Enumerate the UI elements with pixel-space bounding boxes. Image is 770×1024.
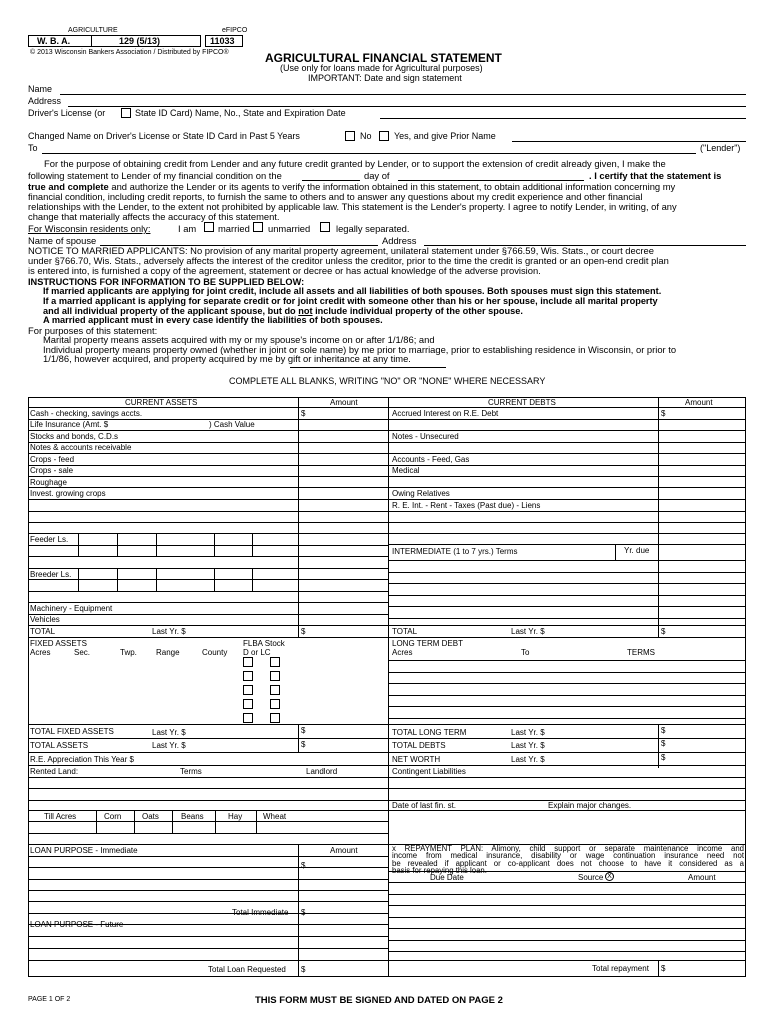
ltd-to-col: To (521, 648, 530, 657)
d-or-lc-col: D or LC (243, 648, 271, 657)
dl-field[interactable] (380, 118, 746, 119)
unmarried-label: unmarried (268, 223, 311, 234)
lc-checkbox-3[interactable] (270, 685, 280, 695)
marital-property: Marital property means assets acquired with my or my spouse's income on or after 1/1/86; and (43, 334, 435, 345)
net-worth-last-yr: Last Yr. $ (511, 755, 545, 764)
individual-property-1: Individual property means property owned (whether in joint or sole name) by me prior to marriage, prior to establishing residence in Wisconsin, or prior to (43, 344, 677, 355)
medical-label: Medical (392, 466, 420, 475)
total-assets-label: TOTAL ASSETS (30, 741, 89, 750)
roughage-label: Roughage (30, 478, 67, 487)
lc-checkbox-2[interactable] (270, 671, 280, 681)
total-immediate-label: Total Immediate (232, 908, 289, 917)
accrued-interest-label: Accrued Interest on R.E. Debt (392, 409, 499, 418)
explain-changes-label: Explain major changes. (548, 801, 632, 810)
ltd-acres-col: Acres (392, 648, 413, 657)
total-debts-last-yr: Last Yr. $ (511, 741, 545, 750)
fixed-assets-label: FIXED ASSETS (30, 639, 87, 648)
debts-amount-header: Amount (685, 398, 713, 407)
signature-separator (290, 367, 446, 368)
flba-label: FLBA Stock (243, 639, 285, 648)
loan-amount-label: Amount (330, 846, 358, 855)
notes-unsecured-label: Notes - Unsecured (392, 432, 459, 441)
machinery-label: Machinery - Equipment (30, 604, 113, 613)
separated-label: legally separated. (336, 223, 410, 234)
cash-label: Cash - checking, savings accts. (30, 409, 143, 418)
page-title: AGRICULTURAL FINANCIAL STATEMENT (265, 51, 502, 65)
notice-line3: is entered into, is furnished a copy of the agreement, statement or decree or has actual knowledge of the adverse provision. (28, 265, 541, 276)
repayment-amount-label: Amount (688, 873, 716, 882)
intro-line2b: day of (364, 170, 390, 181)
state-id-checkbox[interactable] (121, 108, 131, 118)
lc-checkbox-1[interactable] (270, 657, 280, 667)
corn-label: Corn (104, 812, 122, 821)
name-label: Name (28, 84, 53, 94)
instructions-line1: If married applicants are applying for joint credit, include all assets and all liabilities of both spouses. Both spouses must sign this statement. (43, 286, 662, 296)
notice-line1: NOTICE TO MARRIED APPLICANTS: No provision of any marital property agreement, unilateral statement under §766.59, Wis. Stats., or court decree (28, 245, 654, 256)
intro-line2c: . I certify that the statement is (589, 170, 722, 181)
wheat-label: Wheat (263, 812, 287, 821)
contingent-label: Contingent Liabilities (392, 767, 466, 776)
lender-field[interactable] (42, 153, 696, 154)
vehicles-label: Vehicles (30, 615, 60, 624)
spouse-address-label: Address (382, 235, 417, 246)
repayment-line3: be revealed if applicant or co-applicant does not choose to have it considered as a (392, 858, 744, 868)
changed-yes-checkbox[interactable] (379, 131, 389, 141)
d-checkbox-1[interactable] (243, 657, 253, 667)
efipco-label: eFIPCO (222, 27, 248, 34)
total-debts-dollar: $ (661, 739, 666, 748)
twp-col: Twp. (120, 648, 137, 657)
dl-label-b: State ID Card) Name, No., State and Expiration Date (135, 108, 346, 118)
individual-property-2: 1/1/86, however acquired, and property acquired by me by gift or inheritance at any time. (43, 353, 411, 364)
debts-last-yr: Last Yr. $ (511, 627, 545, 636)
repayment-line1: x REPAYMENT PLAN: Alimony, child support or separate maintenance income and (392, 844, 744, 853)
intro-line1: For the purpose of obtaining credit from Lender and any future credit granted by Lender, or to support the extension of credit already given, I make the (44, 158, 666, 169)
sign-notice: THIS FORM MUST BE SIGNED AND DATED ON PAGE 2 (255, 995, 503, 1006)
address-label: Address (28, 96, 62, 106)
landlord-label: Landlord (306, 767, 338, 776)
intro-line3b: and authorize the Lender or its agents to verify the information obtained in this statement, to obtain additional information concerning my (111, 181, 676, 192)
acres-col: Acres (30, 648, 51, 657)
debts-total-label: TOTAL (392, 627, 418, 636)
current-assets-header: CURRENT ASSETS (125, 398, 198, 407)
total-assets-dollar: $ (301, 740, 306, 749)
total-debts-label: TOTAL DEBTS (392, 741, 446, 750)
net-worth-label: NET WORTH (392, 755, 441, 764)
rented-terms-label: Terms (180, 767, 202, 776)
beans-label: Beans (181, 812, 204, 821)
agriculture-label: AGRICULTURE (68, 27, 118, 34)
assets-total-label: TOTAL (30, 627, 56, 636)
lc-checkbox-4[interactable] (270, 699, 280, 709)
form-code-box (205, 35, 243, 47)
repayment-plan (392, 845, 744, 875)
instructions-line4: A married applicant must in every case identify the liabilities of both spouses. (43, 315, 383, 325)
life-insurance-label: Life Insurance (Amt. $ (30, 420, 109, 429)
intro-line5: relationships with the Lender, to the extent not prohibited by applicable law. This statement is the Lender's property. I agree to notify Lender, in writing, of any (28, 201, 677, 212)
long-term-dollar: $ (661, 726, 666, 735)
total-long-term-label: TOTAL LONG TERM (392, 728, 467, 737)
source-label: Source (578, 873, 604, 882)
notice-line2: under §766.70, Wis. Stats., adversely affects the interest of the creditor unless the creditor, prior to the time the credit is granted or an open-end credit plan (28, 255, 669, 266)
long-term-last-yr: Last Yr. $ (511, 728, 545, 737)
breeder-label: Breeder Ls. (30, 570, 72, 579)
d-checkbox-5[interactable] (243, 713, 253, 723)
complete-all-blanks: COMPLETE ALL BLANKS, WRITING "NO" OR "NONE" WHERE NECESSARY (229, 376, 546, 386)
total-fixed-label: TOTAL FIXED ASSETS (30, 727, 114, 736)
source-x-mark: X (605, 872, 614, 881)
intermediate-label: INTERMEDIATE (1 to 7 yrs.) Terms (392, 547, 518, 556)
repayment-line4: basis for repaying this loan. (392, 866, 487, 876)
changed-name-label: Changed Name on Driver's License or State ID Card in Past 5 Years (28, 131, 300, 141)
instructions-title: INSTRUCTIONS FOR INFORMATION TO BE SUPPLIED BELOW: (28, 277, 305, 287)
wba-box (28, 35, 92, 47)
county-col: County (202, 648, 228, 657)
yr-due-label: Yr. due (624, 546, 650, 555)
notes-receivable-label: Notes & accounts receivable (30, 443, 132, 452)
separated-checkbox[interactable] (320, 222, 330, 232)
copyright: © 2013 Wisconsin Bankers Association / Distributed by FIPCO® (30, 49, 229, 56)
d-checkbox-4[interactable] (243, 699, 253, 709)
changed-no-checkbox[interactable] (345, 131, 355, 141)
i-am-label: I am (178, 223, 197, 234)
intro-line2a: following statement to Lender of my financial condition on the (28, 170, 282, 181)
instructions-line3b: include individual property of the other spouse. (315, 306, 523, 316)
re-int-label: R. E. Int. - Rent - Taxes (Past due) - Liens (392, 501, 541, 510)
wisconsin-label: For Wisconsin residents only: (28, 223, 151, 234)
purposes-label: For purposes of this statement: (28, 325, 158, 336)
oats-label: Oats (142, 812, 159, 821)
instructions-not: not (298, 306, 313, 316)
intro-line6: change that materially affects the accuracy of this statement. (28, 211, 280, 222)
cash-value-label: ) Cash Value (209, 420, 255, 429)
changed-no-label: No (360, 131, 372, 141)
total-assets-last-yr: Last Yr. $ (152, 741, 186, 750)
sec-col: Sec. (74, 648, 91, 657)
loan-purpose-future-label: LOAN PURPOSE - Future (30, 920, 124, 929)
dl-label-a: Driver's License (or (28, 108, 106, 118)
lender-label: ("Lender") (700, 143, 741, 153)
repayment-line2: income from medical insurance, disability or wage continuation insurance need not (392, 851, 744, 861)
to-label: To (28, 143, 38, 153)
d-checkbox-2[interactable] (243, 671, 253, 681)
hay-label: Hay (228, 812, 243, 821)
assets-last-yr: Last Yr. $ (152, 627, 186, 636)
invest-crops-label: Invest. growing crops (30, 489, 106, 498)
debts-total-dollar: $ (661, 627, 666, 636)
form-code: 11033 (210, 36, 235, 46)
spouse-label: Name of spouse (28, 235, 97, 246)
assets-amount-header: Amount (330, 398, 358, 407)
loan-dollar: $ (301, 861, 306, 870)
intro-line4: financial condition, including credit reports, to furnish the same to others and to answer any questions about my credit experience and other financial (28, 191, 643, 202)
crops-feed-label: Crops - feed (30, 455, 75, 464)
ltd-terms-col: TERMS (627, 648, 655, 657)
page-subtitle: (Use only for loans made for Agricultural purposes) (280, 63, 483, 73)
rented-land-label: Rented Land: (30, 767, 79, 776)
total-repayment-label: Total repayment (592, 964, 649, 973)
instructions-line3a: and all individual property of the applicant spouse, but do (43, 306, 296, 316)
loan-purpose-immediate-label: LOAN PURPOSE - Immediate (30, 846, 138, 855)
accrued-dollar: $ (661, 409, 666, 418)
range-col: Range (156, 648, 180, 657)
wba-label: W. B. A. (37, 36, 71, 46)
name-field[interactable] (60, 94, 746, 95)
important-note: IMPORTANT: Date and sign statement (308, 73, 462, 83)
fixed-dollar: $ (301, 726, 306, 735)
fixed-last-yr: Last Yr. $ (152, 728, 186, 737)
current-debts-header: CURRENT DEBTS (488, 398, 556, 407)
d-checkbox-3[interactable] (243, 685, 253, 695)
unmarried-checkbox[interactable] (253, 222, 263, 232)
total-loan-dollar: $ (301, 965, 306, 974)
cash-dollar: $ (301, 409, 306, 418)
prior-name-field[interactable] (512, 141, 746, 142)
total-loan-requested-label: Total Loan Requested (208, 965, 286, 974)
last-fin-st-label: Date of last fin. st. (392, 801, 457, 810)
changed-yes-label: Yes, and give Prior Name (394, 131, 496, 141)
form-number-box (91, 35, 201, 47)
total-repayment-dollar: $ (661, 964, 666, 973)
lc-checkbox-5[interactable] (270, 713, 280, 723)
till-acres-label: Till Acres (44, 812, 77, 821)
owing-relatives-label: Owing Relatives (392, 489, 450, 498)
assets-total-dollar: $ (301, 627, 306, 636)
total-immediate-dollar: $ (301, 908, 306, 917)
re-appreciation-label: R.E. Appreciation This Year $ (30, 755, 134, 764)
married-label: married (218, 223, 250, 234)
long-term-debt-label: LONG TERM DEBT (392, 639, 463, 648)
feeder-label: Feeder Ls. (30, 535, 69, 544)
accounts-feed-label: Accounts - Feed, Gas (392, 455, 470, 464)
form-number: 129 (5/13) (119, 36, 161, 46)
page-number: PAGE 1 OF 2 (28, 996, 71, 1003)
true-complete: true and complete (28, 181, 109, 192)
net-worth-dollar: $ (661, 753, 666, 762)
married-checkbox[interactable] (204, 222, 214, 232)
address-field[interactable] (68, 106, 746, 107)
due-date-label: Due Date (430, 873, 464, 882)
instructions-line2: If a married applicant is applying for separate credit or for joint credit with someone other than his or her spouse, include all marital property (43, 296, 658, 306)
stocks-label: Stocks and bonds, C.D.s (30, 432, 119, 441)
crops-sale-label: Crops - sale (30, 466, 74, 475)
